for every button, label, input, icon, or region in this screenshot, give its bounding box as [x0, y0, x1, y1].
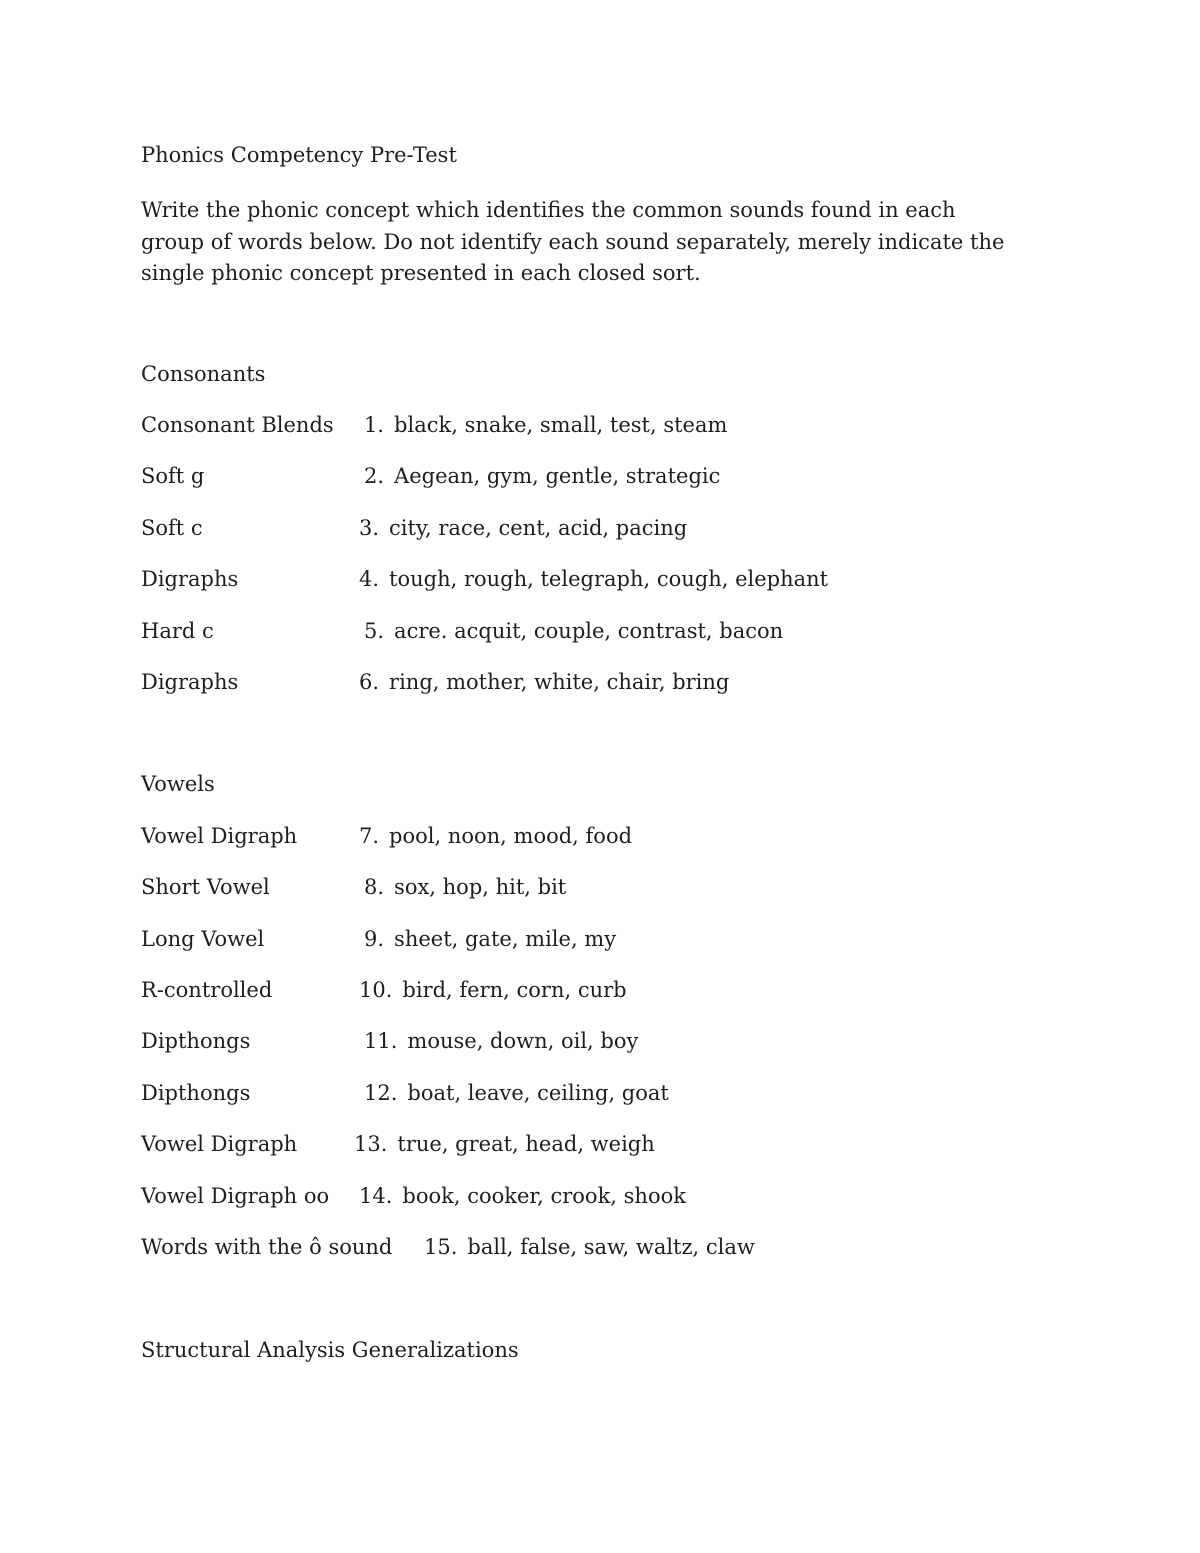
- row-label: Soft c: [141, 516, 203, 540]
- row-item: [364, 877, 566, 898]
- item-number: 2.: [364, 464, 385, 488]
- row-item: [364, 466, 720, 487]
- row-item: [359, 1186, 686, 1207]
- item-number: 14.: [359, 1184, 393, 1208]
- item-number: 10.: [359, 978, 393, 1002]
- page-title: Phonics Competency Pre-Test: [141, 143, 457, 167]
- item-words: sheet, gate, mile, my: [394, 927, 617, 951]
- row-label: Digraphs: [141, 670, 239, 694]
- item-words: tough, rough, telegraph, cough, elephant: [389, 567, 829, 591]
- row-item: [364, 929, 616, 950]
- row-item: [354, 1134, 655, 1155]
- row-item: [359, 980, 627, 1001]
- row-label: Dipthongs: [141, 1081, 251, 1105]
- item-words: pool, noon, mood, food: [389, 824, 633, 848]
- row-label: Words with the ô sound: [141, 1235, 393, 1259]
- row-label: Digraphs: [141, 567, 239, 591]
- item-words: mouse, down, oil, boy: [407, 1029, 639, 1053]
- row-label: Vowel Digraph oo: [141, 1184, 330, 1208]
- item-number: 7.: [359, 824, 380, 848]
- row-item: [359, 518, 687, 539]
- row-label: Soft g: [141, 464, 205, 488]
- item-number: 12.: [364, 1081, 398, 1105]
- row-label: Consonant Blends: [141, 413, 334, 437]
- item-number: 13.: [354, 1132, 388, 1156]
- item-number: 1.: [364, 413, 385, 437]
- item-number: 3.: [359, 516, 380, 540]
- item-words: book, cooker, crook, shook: [402, 1184, 686, 1208]
- row-item: [364, 1083, 669, 1104]
- row-label: Long Vowel: [141, 927, 265, 951]
- row-label: R-controlled: [141, 978, 273, 1002]
- row-label: Vowel Digraph: [141, 1132, 298, 1156]
- instructions: Write the phonic concept which identifies the common sounds found in each group of words below. Do not identify each sound separately, merely indicate the single phonic concept presented in each closed sort.: [141, 198, 1005, 285]
- item-words: city, race, cent, acid, pacing: [389, 516, 688, 540]
- row-item: [359, 569, 828, 590]
- row-item: [364, 1031, 638, 1052]
- item-number: 5.: [364, 619, 385, 643]
- item-number: 9.: [364, 927, 385, 951]
- item-words: ball, false, saw, waltz, claw: [467, 1235, 755, 1259]
- section-heading-vowels: Vowels: [141, 772, 215, 796]
- item-number: 6.: [359, 670, 380, 694]
- row-item: [359, 826, 632, 847]
- row-item: [364, 621, 783, 642]
- row-item: [424, 1237, 755, 1258]
- section-heading-structural-analysis: Structural Analysis Generalizations: [141, 1338, 519, 1362]
- item-words: bird, fern, corn, curb: [402, 978, 627, 1002]
- row-label: Hard c: [141, 619, 214, 643]
- row-label: Short Vowel: [141, 875, 270, 899]
- item-words: true, great, head, weigh: [397, 1132, 655, 1156]
- section-heading-consonants: Consonants: [141, 362, 266, 386]
- item-number: 15.: [424, 1235, 458, 1259]
- item-number: 8.: [364, 875, 385, 899]
- row-item: [364, 415, 727, 436]
- item-words: sox, hop, hit, bit: [394, 875, 567, 899]
- row-item: [359, 672, 729, 693]
- item-words: black, snake, small, test, steam: [394, 413, 728, 437]
- row-label: Dipthongs: [141, 1029, 251, 1053]
- item-words: Aegean, gym, gentle, strategic: [394, 464, 721, 488]
- item-words: ring, mother, white, chair, bring: [389, 670, 730, 694]
- item-number: 11.: [364, 1029, 398, 1053]
- item-words: boat, leave, ceiling, goat: [407, 1081, 669, 1105]
- row-label: Vowel Digraph: [141, 824, 298, 848]
- item-number: 4.: [359, 567, 380, 591]
- item-words: acre. acquit, couple, contrast, bacon: [394, 619, 784, 643]
